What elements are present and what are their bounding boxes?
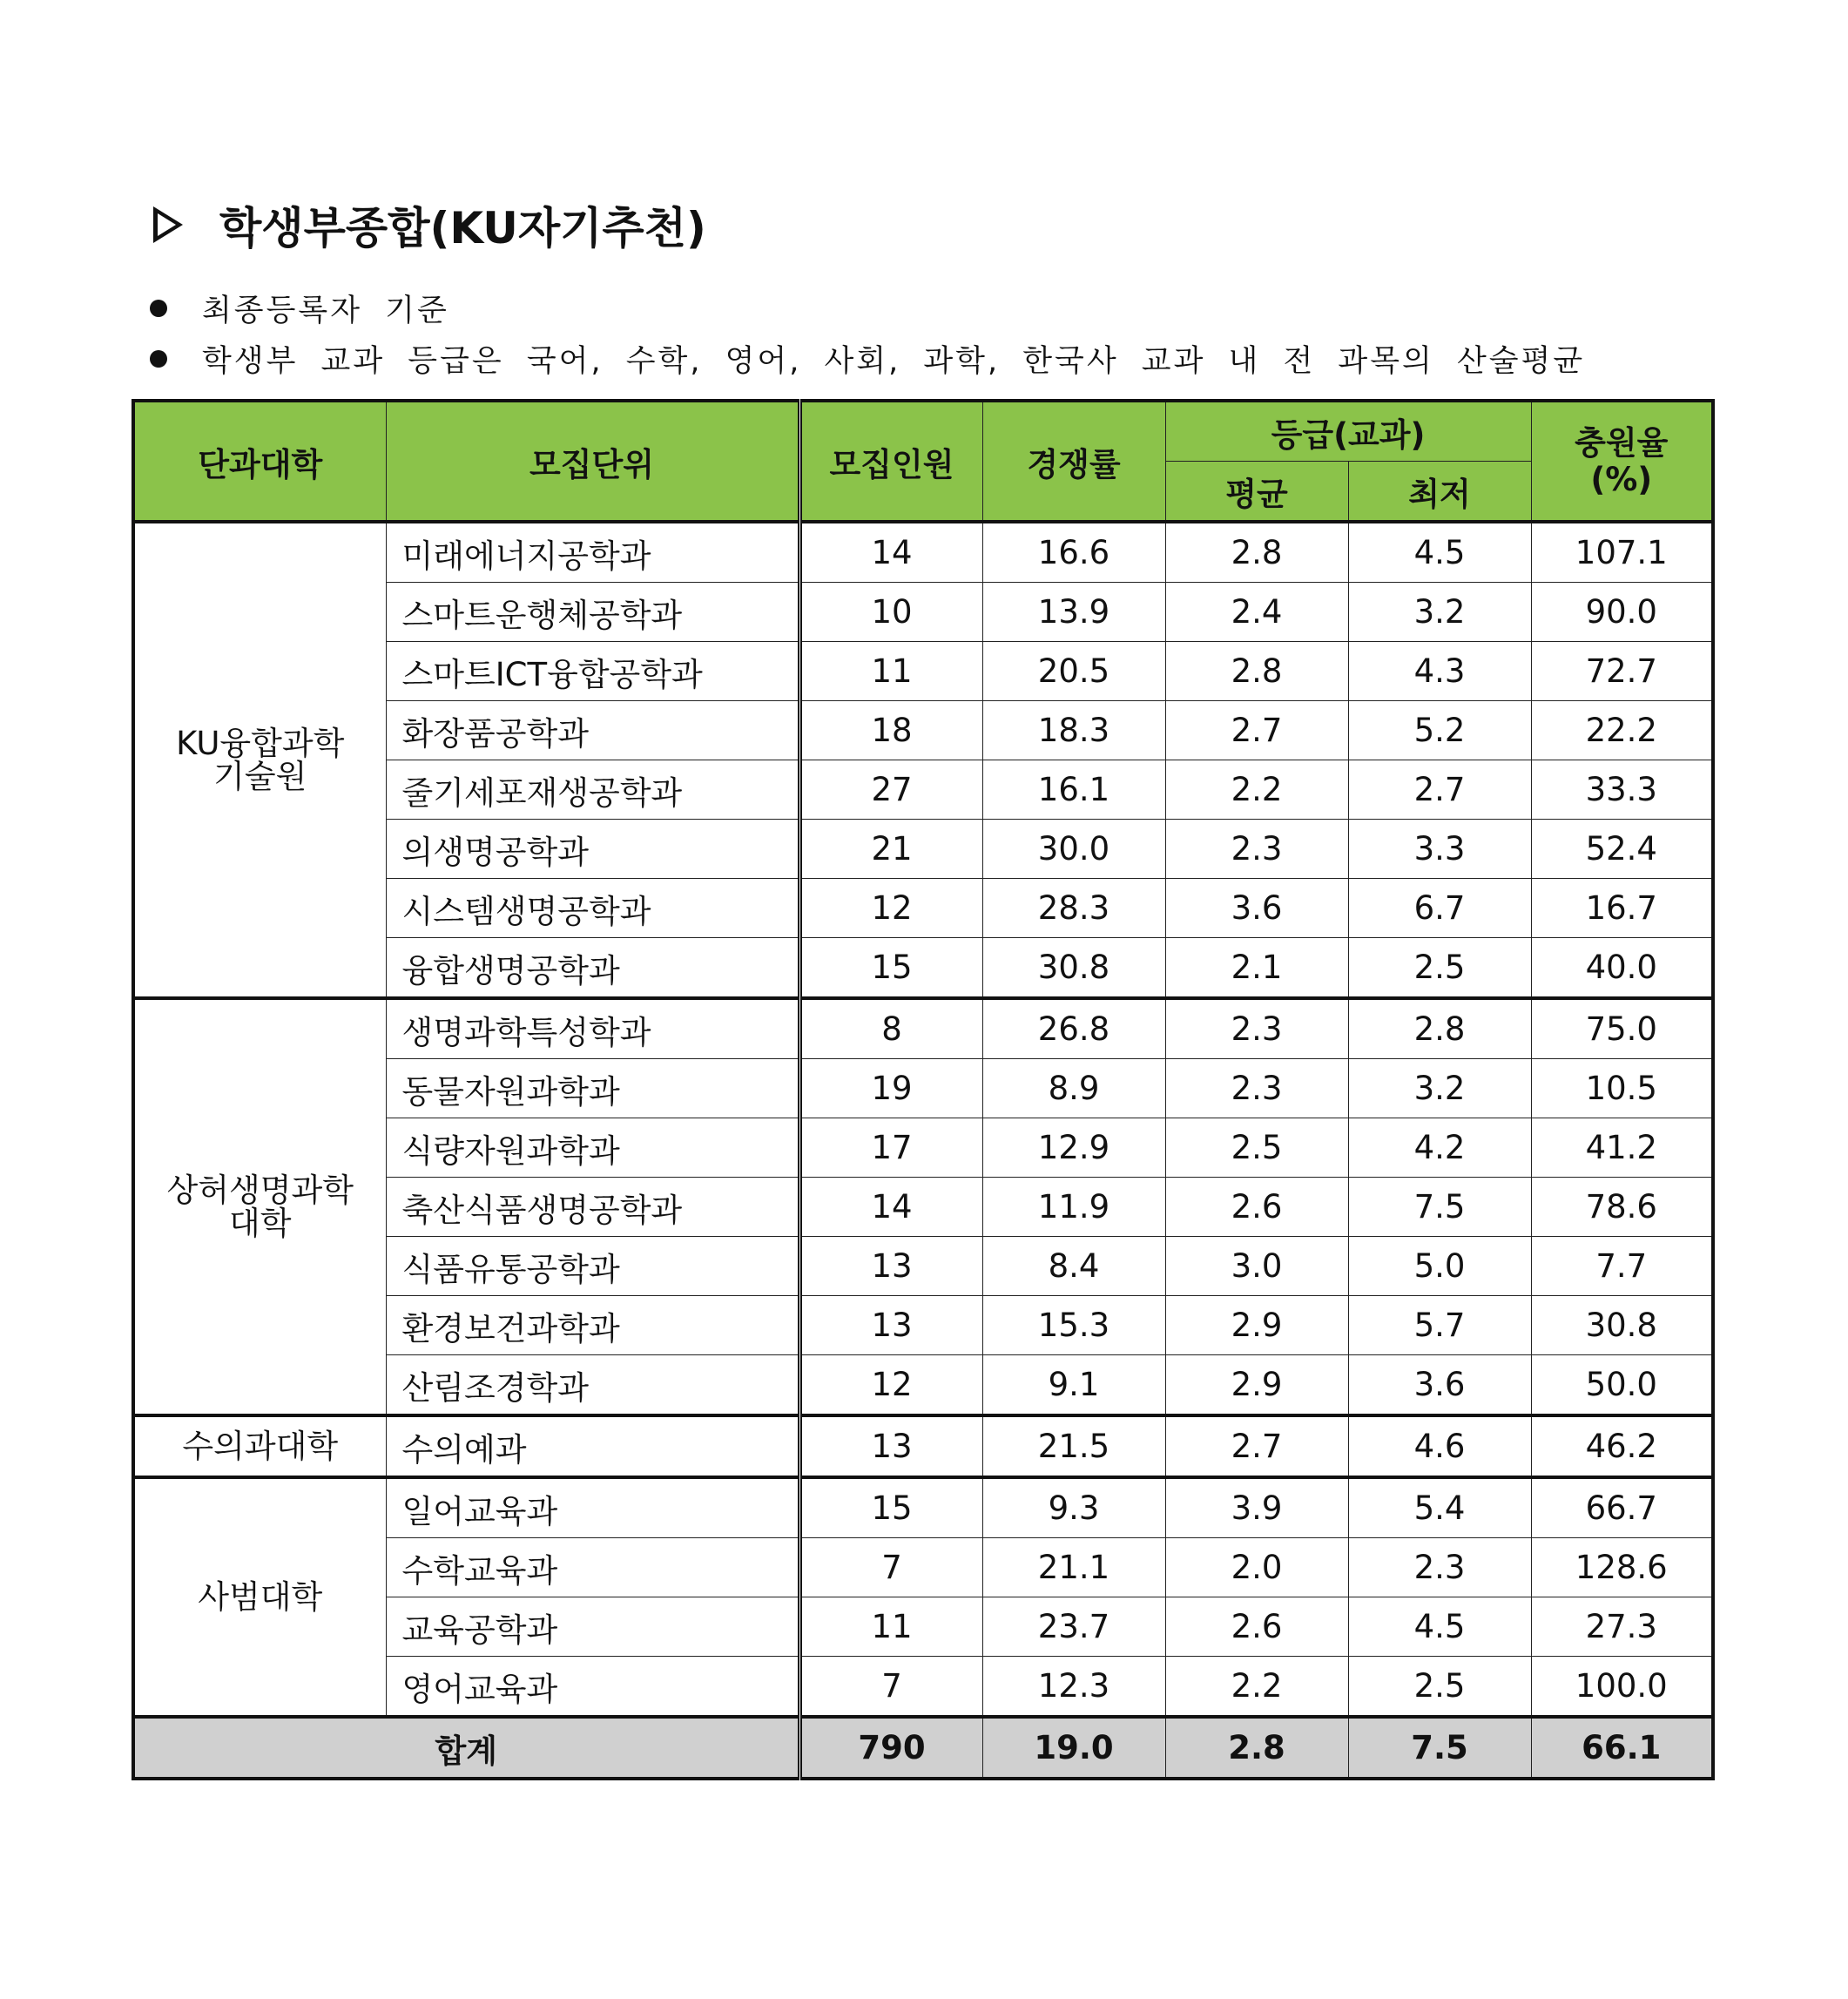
- fill-rate-cell: 16.7: [1531, 879, 1713, 938]
- fill-rate-cell: 22.2: [1531, 701, 1713, 760]
- fill-rate-cell: 40.0: [1531, 938, 1713, 999]
- quota-cell: 14: [799, 522, 982, 583]
- fill-rate-cell: 46.2: [1531, 1415, 1713, 1477]
- quota-cell: 11: [799, 642, 982, 701]
- grade-avg-cell: 2.6: [1165, 1597, 1348, 1657]
- college-cell: [133, 998, 386, 1415]
- grade-avg-cell: 3.9: [1165, 1477, 1348, 1538]
- admission-results-table: [132, 399, 1715, 1780]
- competition-cell: 20.5: [982, 642, 1165, 701]
- grade-min-cell: 2.3: [1348, 1538, 1531, 1597]
- competition-cell: 30.0: [982, 820, 1165, 879]
- competition-cell: 18.3: [982, 701, 1165, 760]
- competition-cell: 21.5: [982, 1415, 1165, 1477]
- fill-rate-cell: 72.7: [1531, 642, 1713, 701]
- unit-cell: 축산식품생명공학과: [386, 1178, 799, 1237]
- grade-avg-cell: 2.7: [1165, 1415, 1348, 1477]
- unit-cell: 교육공학과: [386, 1597, 799, 1657]
- quota-cell: 18: [799, 701, 982, 760]
- college-name-line: 상허생명과학: [166, 1171, 354, 1209]
- page-title: [153, 190, 706, 260]
- quota-cell: 15: [799, 1477, 982, 1538]
- unit-cell: 줄기세포재생공학과: [386, 760, 799, 820]
- header-grade-group: 등급(교과): [1165, 401, 1531, 462]
- total-quota: 790: [799, 1717, 982, 1779]
- grade-avg-cell: 2.3: [1165, 998, 1348, 1059]
- college-cell: [133, 1477, 386, 1717]
- total-competition: 19.0: [982, 1717, 1165, 1779]
- college-cell: [133, 522, 386, 998]
- grade-avg-cell: 2.3: [1165, 820, 1348, 879]
- grade-avg-cell: 2.8: [1165, 642, 1348, 701]
- college-name-line: 대학: [229, 1204, 292, 1242]
- grade-min-cell: 3.6: [1348, 1355, 1531, 1416]
- triangle-right-icon: [153, 206, 183, 243]
- unit-cell: 식품유통공학과: [386, 1237, 799, 1296]
- header-unit: 모집단위: [386, 401, 799, 522]
- grade-avg-cell: 3.6: [1165, 879, 1348, 938]
- grade-min-cell: 3.2: [1348, 1059, 1531, 1118]
- header-quota: 모집인원: [799, 401, 982, 522]
- fill-rate-cell: 66.7: [1531, 1477, 1713, 1538]
- competition-cell: 16.1: [982, 760, 1165, 820]
- grade-min-cell: 2.5: [1348, 938, 1531, 999]
- grade-avg-cell: 2.2: [1165, 760, 1348, 820]
- quota-cell: 13: [799, 1415, 982, 1477]
- quota-cell: 19: [799, 1059, 982, 1118]
- college-cell: [133, 1415, 386, 1477]
- grade-min-cell: 4.2: [1348, 1118, 1531, 1178]
- quota-cell: 14: [799, 1178, 982, 1237]
- grade-min-cell: 4.3: [1348, 642, 1531, 701]
- unit-cell: 스마트ICT융합공학과: [386, 642, 799, 701]
- bullet-icon: [150, 300, 167, 317]
- grade-min-cell: 7.5: [1348, 1178, 1531, 1237]
- grade-min-cell: 5.7: [1348, 1296, 1531, 1355]
- grade-min-cell: 4.5: [1348, 522, 1531, 583]
- grade-min-cell: 2.5: [1348, 1657, 1531, 1718]
- grade-min-cell: 5.4: [1348, 1477, 1531, 1538]
- quota-cell: 15: [799, 938, 982, 999]
- quota-cell: 11: [799, 1597, 982, 1657]
- fill-rate-cell: 50.0: [1531, 1355, 1713, 1416]
- competition-cell: 23.7: [982, 1597, 1165, 1657]
- college-name-line: 사범대학: [198, 1577, 323, 1616]
- college-name-line: 기술원: [213, 757, 307, 795]
- total-label: 합계: [133, 1717, 799, 1779]
- fill-rate-cell: 41.2: [1531, 1118, 1713, 1178]
- unit-cell: 스마트운행체공학과: [386, 583, 799, 642]
- fill-rate-cell: 27.3: [1531, 1597, 1713, 1657]
- grade-avg-cell: 2.3: [1165, 1059, 1348, 1118]
- grade-min-cell: 2.7: [1348, 760, 1531, 820]
- total-grade-avg: 2.8: [1165, 1717, 1348, 1779]
- header-competition: 경쟁률: [982, 401, 1165, 522]
- grade-min-cell: 3.3: [1348, 820, 1531, 879]
- fill-rate-cell: 78.6: [1531, 1178, 1713, 1237]
- quota-cell: 17: [799, 1118, 982, 1178]
- competition-cell: 28.3: [982, 879, 1165, 938]
- competition-cell: 16.6: [982, 522, 1165, 583]
- college-name-line: KU융합과학: [176, 724, 345, 762]
- unit-cell: 환경보건과학과: [386, 1296, 799, 1355]
- unit-cell: 화장품공학과: [386, 701, 799, 760]
- unit-cell: 수의예과: [386, 1415, 799, 1477]
- quota-cell: 27: [799, 760, 982, 820]
- quota-cell: 10: [799, 583, 982, 642]
- fill-rate-cell: 90.0: [1531, 583, 1713, 642]
- competition-cell: 15.3: [982, 1296, 1165, 1355]
- note-text: 학생부 교과 등급은 국어, 수학, 영어, 사회, 과학, 한국사 교과 내 전 과목의 산술평균: [202, 344, 1586, 379]
- quota-cell: 8: [799, 998, 982, 1059]
- fill-rate-cell: 7.7: [1531, 1237, 1713, 1296]
- fill-rate-cell: 30.8: [1531, 1296, 1713, 1355]
- grade-avg-cell: 2.8: [1165, 522, 1348, 583]
- unit-cell: 미래에너지공학과: [386, 522, 799, 583]
- grade-min-cell: 5.2: [1348, 701, 1531, 760]
- grade-avg-cell: 3.0: [1165, 1237, 1348, 1296]
- quota-cell: 21: [799, 820, 982, 879]
- title-text: 학생부종합(KU자기추천): [219, 203, 706, 253]
- quota-cell: 13: [799, 1296, 982, 1355]
- fill-rate-cell: 33.3: [1531, 760, 1713, 820]
- fill-rate-cell: 52.4: [1531, 820, 1713, 879]
- grade-min-cell: 3.2: [1348, 583, 1531, 642]
- header-fill-rate-line2: (%): [1590, 460, 1653, 498]
- grade-avg-cell: 2.2: [1165, 1657, 1348, 1718]
- quota-cell: 12: [799, 879, 982, 938]
- total-row: [133, 1717, 1713, 1779]
- unit-cell: 일어교육과: [386, 1477, 799, 1538]
- header-grade-min: 최저: [1348, 462, 1531, 523]
- quota-cell: 7: [799, 1538, 982, 1597]
- bullet-icon: [150, 350, 167, 368]
- unit-cell: 식량자원과학과: [386, 1118, 799, 1178]
- grade-min-cell: 2.8: [1348, 998, 1531, 1059]
- grade-avg-cell: 2.9: [1165, 1296, 1348, 1355]
- notes-list: [150, 283, 1585, 384]
- grade-min-cell: 6.7: [1348, 879, 1531, 938]
- table-row: [133, 998, 1713, 1059]
- total-fill-rate: 66.1: [1531, 1717, 1713, 1779]
- header-college: 단과대학: [133, 401, 386, 522]
- fill-rate-cell: 10.5: [1531, 1059, 1713, 1118]
- unit-cell: 영어교육과: [386, 1657, 799, 1718]
- competition-cell: 26.8: [982, 998, 1165, 1059]
- grade-min-cell: 4.6: [1348, 1415, 1531, 1477]
- unit-cell: 시스템생명공학과: [386, 879, 799, 938]
- college-name-line: 수의과대학: [182, 1427, 339, 1465]
- note-item: [150, 283, 1585, 334]
- competition-cell: 9.3: [982, 1477, 1165, 1538]
- fill-rate-cell: 128.6: [1531, 1538, 1713, 1597]
- competition-cell: 13.9: [982, 583, 1165, 642]
- table-row: [133, 1415, 1713, 1477]
- unit-cell: 동물자원과학과: [386, 1059, 799, 1118]
- fill-rate-cell: 107.1: [1531, 522, 1713, 583]
- note-item: [150, 334, 1585, 384]
- competition-cell: 8.4: [982, 1237, 1165, 1296]
- competition-cell: 9.1: [982, 1355, 1165, 1416]
- competition-cell: 30.8: [982, 938, 1165, 999]
- competition-cell: 12.9: [982, 1118, 1165, 1178]
- grade-avg-cell: 2.7: [1165, 701, 1348, 760]
- header-fill-rate: [1531, 401, 1713, 522]
- table-row: [133, 522, 1713, 583]
- unit-cell: 융합생명공학과: [386, 938, 799, 999]
- total-grade-min: 7.5: [1348, 1717, 1531, 1779]
- grade-avg-cell: 2.5: [1165, 1118, 1348, 1178]
- unit-cell: 수학교육과: [386, 1538, 799, 1597]
- competition-cell: 21.1: [982, 1538, 1165, 1597]
- fill-rate-cell: 100.0: [1531, 1657, 1713, 1718]
- unit-cell: 산림조경학과: [386, 1355, 799, 1416]
- grade-avg-cell: 2.9: [1165, 1355, 1348, 1416]
- grade-min-cell: 5.0: [1348, 1237, 1531, 1296]
- header-fill-rate-line1: 충원율: [1575, 423, 1669, 462]
- quota-cell: 13: [799, 1237, 982, 1296]
- quota-cell: 12: [799, 1355, 982, 1416]
- competition-cell: 11.9: [982, 1178, 1165, 1237]
- grade-avg-cell: 2.0: [1165, 1538, 1348, 1597]
- competition-cell: 12.3: [982, 1657, 1165, 1718]
- unit-cell: 의생명공학과: [386, 820, 799, 879]
- grade-min-cell: 4.5: [1348, 1597, 1531, 1657]
- quota-cell: 7: [799, 1657, 982, 1718]
- grade-avg-cell: 2.1: [1165, 938, 1348, 999]
- header-grade-avg: 평균: [1165, 462, 1348, 523]
- fill-rate-cell: 75.0: [1531, 998, 1713, 1059]
- grade-avg-cell: 2.4: [1165, 583, 1348, 642]
- table-row: [133, 1477, 1713, 1538]
- unit-cell: 생명과학특성학과: [386, 998, 799, 1059]
- table-body: [133, 522, 1713, 1779]
- competition-cell: 8.9: [982, 1059, 1165, 1118]
- grade-avg-cell: 2.6: [1165, 1178, 1348, 1237]
- note-text: 최종등록자 기준: [202, 294, 449, 328]
